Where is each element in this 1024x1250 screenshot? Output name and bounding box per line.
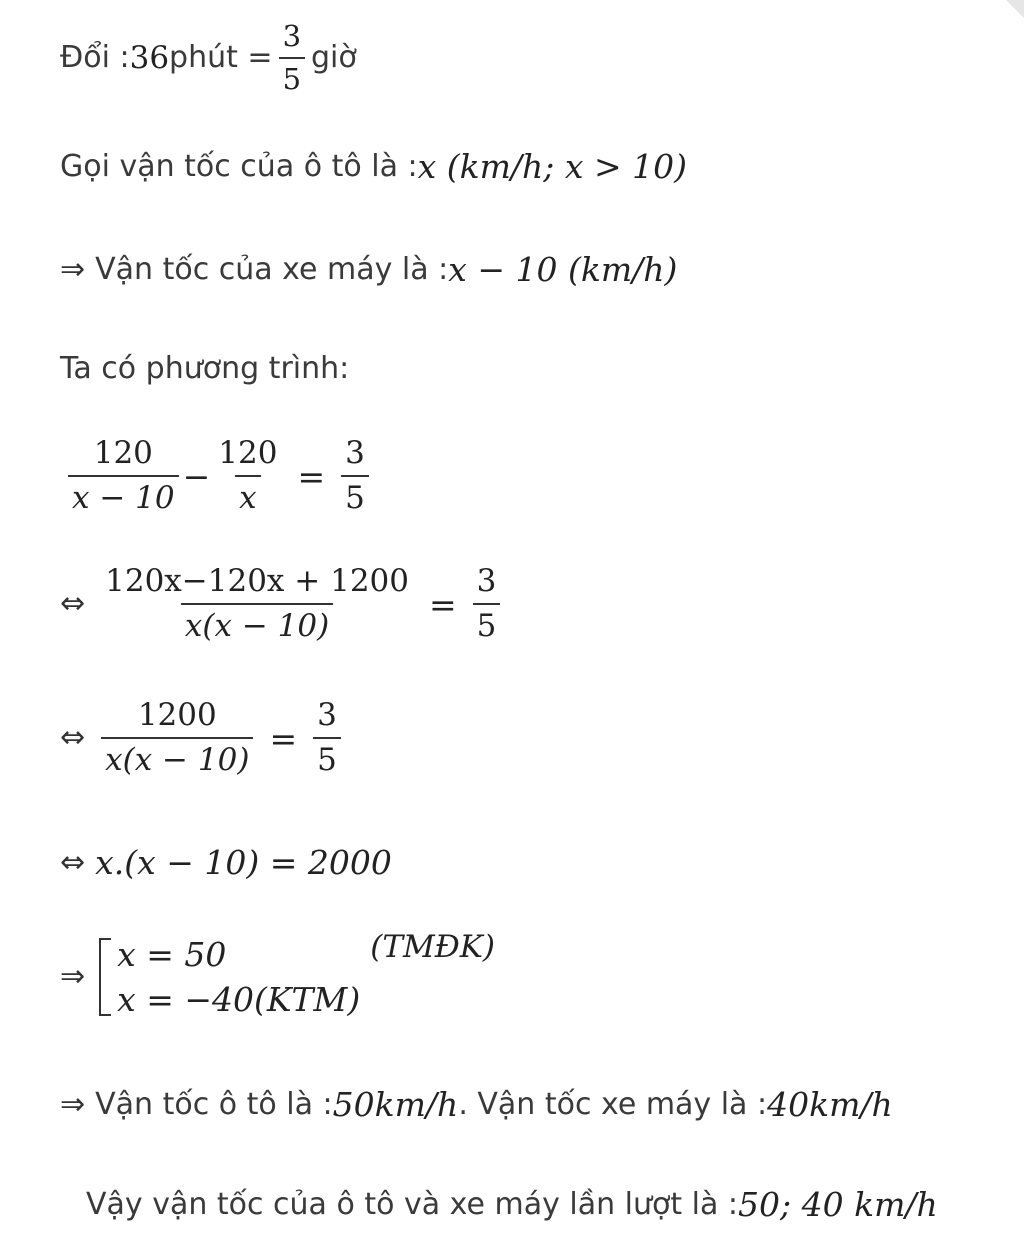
result-line	[60, 1085, 893, 1124]
equation-4	[60, 843, 392, 882]
eq1-denominator-a: x − 10	[68, 475, 179, 514]
implies-icon: ⇒	[60, 251, 86, 287]
eq1-equals: =	[297, 456, 326, 496]
eq3-fraction-a	[101, 697, 253, 778]
variable-definition-math: x (km/h; x > 10)	[417, 147, 688, 186]
conversion-fraction	[279, 19, 305, 96]
case-2: x = −40(KTM)	[117, 980, 361, 1019]
condition-note: (TMĐK)	[370, 929, 496, 965]
equivalent-icon: ⇔	[60, 844, 86, 880]
equivalent-icon: ⇔	[60, 720, 86, 755]
conversion-prefix: Đổi :	[60, 40, 130, 75]
equation-5	[60, 929, 496, 1019]
eq1-fraction-b	[214, 435, 281, 516]
fraction-denominator: 5	[279, 57, 305, 94]
eq4-math: x.(x − 10) = 2000	[95, 843, 392, 882]
implies-icon: ⇒	[60, 1086, 86, 1122]
conclusion-text: Vậy vận tốc của ô tô và xe máy lần lượt là :	[86, 1186, 739, 1222]
conclusion-values: 50; 40 km/h	[738, 1185, 938, 1224]
motorbike-speed-math: x − 10 (km/h)	[448, 250, 678, 289]
eq1-denominator-c: 5	[341, 475, 369, 514]
conclusion-line	[86, 1185, 938, 1224]
motorbike-speed-value: 40km/h	[767, 1085, 893, 1124]
conversion-suffix: giờ	[311, 40, 357, 75]
eq3-denominator-a: x(x − 10)	[101, 737, 253, 776]
result-text-2: . Vận tốc xe máy là :	[458, 1086, 768, 1122]
implies-icon: ⇒	[60, 959, 86, 994]
conversion-line	[60, 19, 357, 96]
eq2-fraction-b	[473, 563, 501, 644]
variable-definition-text: Gọi vận tốc của ô tô là :	[60, 148, 418, 184]
eq1-fraction-a	[68, 435, 179, 516]
car-speed-value: 50km/h	[332, 1085, 459, 1124]
conversion-minutes: 36	[129, 39, 170, 76]
eq3-numerator-a: 1200	[137, 697, 217, 733]
case-1: x = 50	[117, 935, 227, 974]
result-text-1: Vận tốc ô tô là :	[95, 1086, 333, 1122]
equation-1	[62, 435, 375, 516]
eq3-numerator-b: 3	[317, 697, 337, 733]
equation-2	[60, 563, 506, 644]
solution-cases	[99, 935, 361, 1019]
conversion-mid: phút =	[169, 40, 273, 75]
motorbike-speed-line	[60, 250, 678, 289]
eq2-denominator-b: 5	[473, 603, 501, 642]
eq1-numerator-b: 120	[218, 435, 278, 471]
equation-intro-text: Ta có phương trình:	[60, 351, 350, 386]
eq2-equals: =	[429, 584, 457, 624]
eq1-numerator-a: 120	[93, 435, 153, 471]
variable-definition-line	[60, 147, 688, 186]
eq2-numerator-b: 3	[476, 563, 497, 599]
eq1-denominator-b: x	[235, 475, 260, 514]
eq1-fraction-c	[341, 435, 369, 516]
eq2-denominator-a: x(x − 10)	[181, 603, 333, 642]
eq3-equals: =	[269, 718, 298, 758]
cases-bracket	[99, 938, 111, 1016]
eq2-numerator-a: 120x−120x + 1200	[105, 563, 409, 599]
equivalent-icon: ⇔	[60, 586, 86, 621]
cases-rows	[117, 935, 361, 1019]
eq3-denominator-b: 5	[313, 737, 341, 776]
eq3-fraction-b	[313, 697, 341, 778]
eq1-numerator-c: 3	[345, 435, 365, 471]
fraction-numerator: 3	[282, 19, 302, 53]
equation-3	[60, 697, 347, 778]
equation-intro	[60, 351, 350, 386]
eq1-minus: −	[182, 456, 211, 496]
window-corner	[1006, 0, 1024, 18]
eq2-fraction-a	[101, 563, 413, 644]
motorbike-speed-text: Vận tốc của xe máy là :	[95, 251, 449, 287]
